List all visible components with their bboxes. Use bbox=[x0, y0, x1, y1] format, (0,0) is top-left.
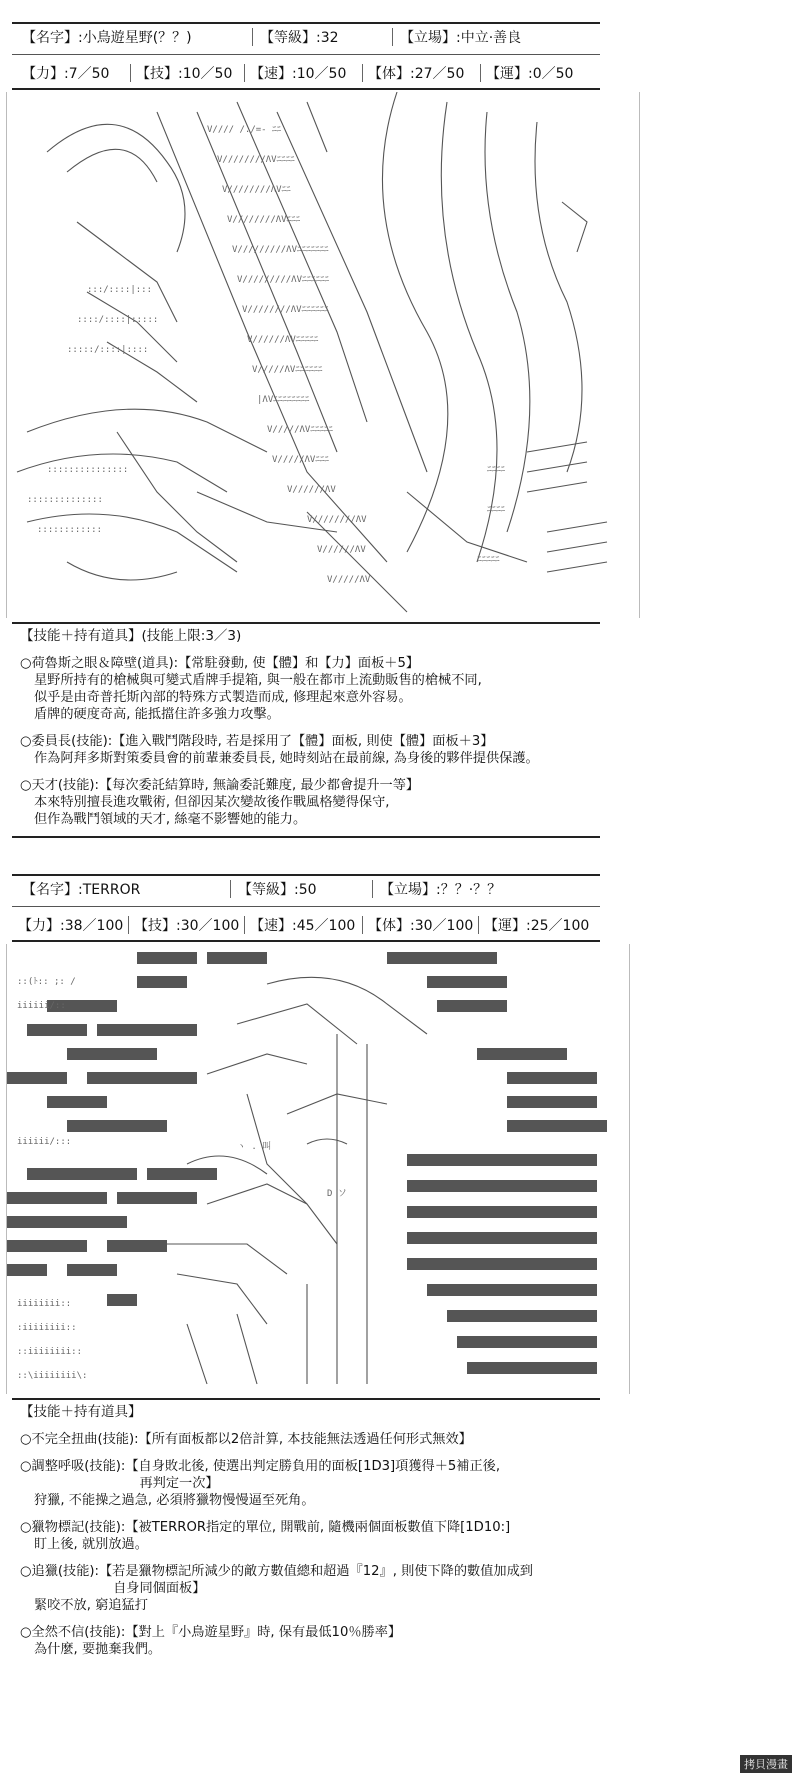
separator bbox=[252, 28, 253, 46]
skill-item bbox=[20, 1519, 592, 1553]
skill-desc: 自身同個面板】 緊咬不放, 窮追猛打 bbox=[34, 1581, 206, 1613]
skill-head: ○獵物標記(技能):【被TERROR指定的單位, 開戰前, 隨機兩個面板數值下降[1D10:] bbox=[20, 1520, 511, 1535]
stat-vit: 【体】:27／50 bbox=[368, 66, 465, 82]
svg-text:iiiiii/::: iiiiii/:: bbox=[17, 1001, 66, 1011]
name-field: 【名字】:TERROR bbox=[22, 882, 141, 898]
skill-item bbox=[20, 777, 592, 828]
level-field: 【等級】:32 bbox=[260, 30, 339, 46]
row-divider bbox=[12, 906, 600, 907]
separator bbox=[230, 880, 231, 898]
svg-text:V/////////ΛVﾆﾆﾆﾆﾆﾆ: V/////////ΛVﾆﾆﾆﾆﾆﾆ bbox=[237, 275, 330, 285]
stance-field: 【立場】:中立·善良 bbox=[400, 30, 522, 46]
svg-text::::::/::::|::::: :::::/::::|:::: bbox=[67, 345, 149, 355]
svg-text:V////////ΛVﾆﾆﾆ: V////////ΛVﾆﾆﾆ bbox=[227, 215, 301, 225]
skill-desc: 為什麼, 要拋棄我們。 bbox=[34, 1642, 162, 1657]
svg-text:V//////ΛV: V//////ΛV bbox=[287, 485, 336, 495]
character-card-hoshino bbox=[12, 18, 600, 838]
skill-desc: 作為阿拜多斯對策委員會的前輩兼委員長, 她時刻站在最前線, 為身後的夥伴提供保護。 bbox=[34, 751, 539, 766]
separator bbox=[130, 64, 131, 82]
svg-text:V////////ΛVﾆﾆﾆﾆ: V////////ΛVﾆﾆﾆﾆ bbox=[217, 155, 295, 165]
top-border bbox=[12, 874, 600, 876]
separator bbox=[244, 64, 245, 82]
svg-text:V/////////ΛVﾆﾆﾆﾆﾆﾆﾆ: V/////////ΛVﾆﾆﾆﾆﾆﾆﾆ bbox=[232, 245, 329, 255]
svg-text:iiiiiiii::: iiiiiiii:: bbox=[17, 1299, 72, 1309]
skill-head: ○委員長(技能):【進入戰鬥階段時, 若是採用了【體】面板, 則使【體】面板＋3】 bbox=[20, 734, 494, 749]
bottom-border bbox=[12, 836, 600, 838]
skill-head: ○天才(技能):【每次委託結算時, 無論委託難度, 最少都會提升一等】 bbox=[20, 778, 420, 793]
svg-text:::iiiiiiii::: ::iiiiiiii:: bbox=[17, 1347, 83, 1357]
stat-tec: 【技】:10／50 bbox=[136, 66, 233, 82]
skills-title: 【技能＋持有道具】(技能上限:3／3) bbox=[20, 628, 242, 644]
skill-desc: 盯上後, 就別放過。 bbox=[34, 1537, 148, 1552]
skill-item bbox=[20, 733, 592, 767]
ascii-art-portrait bbox=[6, 92, 640, 618]
svg-text:ﾆﾆﾆﾆ: ﾆﾆﾆﾆ bbox=[487, 505, 506, 515]
svg-text:::::/::::|:::::: ::::/::::|::::: bbox=[77, 315, 159, 325]
character-card-terror bbox=[12, 870, 600, 1770]
svg-text:V////////ΛV: V////////ΛV bbox=[307, 515, 367, 525]
skill-item bbox=[20, 655, 592, 723]
svg-text::::::::::::::::: ::::::::::::::: bbox=[47, 465, 129, 475]
svg-text:ﾆﾆﾆﾆ: ﾆﾆﾆﾆ bbox=[487, 465, 506, 475]
svg-text:V////////ΛVﾆﾆ: V////////ΛVﾆﾆ bbox=[222, 185, 291, 195]
separator bbox=[392, 28, 393, 46]
skill-item bbox=[20, 1563, 592, 1614]
skill-item bbox=[20, 1431, 592, 1448]
svg-text:V////////ΛVﾆﾆﾆﾆﾆﾆ: V////////ΛVﾆﾆﾆﾆﾆﾆ bbox=[242, 305, 329, 315]
skills-section bbox=[20, 628, 592, 828]
ascii-art-portrait bbox=[6, 944, 630, 1394]
skill-head: ○荷魯斯之眼＆障壁(道具):【常駐發動, 使【體】和【力】面板＋5】 bbox=[20, 656, 420, 671]
skill-desc: 本來特別擅長進攻戰術, 但卻因某次變故後作戰風格變得保守, 但作為戰鬥領域的天才, 絲毫不影響她的能力。 bbox=[34, 795, 390, 827]
stance-field: 【立場】:？？·？？ bbox=[380, 882, 502, 898]
row-divider bbox=[12, 88, 600, 90]
name-field: 【名字】:小鳥遊星野(？？) bbox=[22, 30, 192, 46]
svg-text:V/////ΛV: V/////ΛV bbox=[327, 575, 371, 585]
svg-text:::::::::::::::: :::::::::::::: bbox=[27, 495, 103, 505]
skills-title: 【技能＋持有道具】 bbox=[20, 1404, 142, 1420]
stat-luk: 【運】:0／50 bbox=[486, 66, 574, 82]
watermark-logo: 拷貝漫畫 bbox=[740, 1755, 792, 1773]
top-border bbox=[12, 22, 600, 24]
stat-vit: 【体】:30／100 bbox=[368, 918, 474, 934]
row-divider bbox=[12, 54, 600, 55]
svg-text:::\iiiiiiii\:: ::\iiiiiiii\: bbox=[17, 1371, 88, 1381]
stat-str: 【力】:38／100 bbox=[18, 918, 124, 934]
svg-text:V/////ΛVﾆﾆﾆ: V/////ΛVﾆﾆﾆ bbox=[272, 455, 329, 465]
svg-text::::/::::|:::: :::/::::|::: bbox=[87, 285, 153, 295]
separator bbox=[372, 880, 373, 898]
svg-text:ヽ . 叫: ヽ . 叫 bbox=[237, 1142, 272, 1152]
skill-head: ○全然不信(技能):【對上『小鳥遊星野』時, 保有最低10％勝率】 bbox=[20, 1625, 402, 1640]
svg-text::iiiiiiii::: :iiiiiiii:: bbox=[17, 1323, 77, 1333]
separator bbox=[480, 64, 481, 82]
stat-str: 【力】:7／50 bbox=[22, 66, 110, 82]
row-divider bbox=[12, 940, 600, 942]
svg-text:|ΛVﾆﾆﾆﾆﾆﾆﾆﾆ: |ΛVﾆﾆﾆﾆﾆﾆﾆﾆ bbox=[257, 395, 310, 405]
skill-head: ○追獵(技能):【若是獵物標記所減少的敵方數值總和超過『12』, 則使下降的數值加成到 bbox=[20, 1564, 533, 1579]
skill-head: ○不完全扭曲(技能):【所有面板都以2倍計算, 本技能無法透過任何形式無效】 bbox=[20, 1432, 472, 1447]
svg-text:V//////ΛVﾆﾆﾆﾆﾆ: V//////ΛVﾆﾆﾆﾆﾆ bbox=[247, 335, 319, 345]
skill-head: ○調整呼吸(技能):【自身敗北後, 使選出判定勝負用的面板[1D3]項獲得＋5補正後, bbox=[20, 1459, 501, 1474]
row-divider bbox=[12, 622, 600, 624]
svg-text:iiiiii/:::: iiiiii/::: bbox=[17, 1137, 72, 1147]
skill-item bbox=[20, 1624, 592, 1658]
stat-tec: 【技】:30／100 bbox=[134, 918, 240, 934]
skill-desc: 星野所持有的槍械與可變式盾牌手提箱, 與一般在都市上流動販售的槍械不同, 似乎是由奇普托斯內部的特殊方式製造而成, 修理起來意外容易。 盾牌的硬度奇高, 能抵擋住許多強力攻擊。 bbox=[34, 673, 482, 722]
row-divider bbox=[12, 1398, 600, 1400]
svg-text:V//// /./=- ﾆﾆ: V//// /./=- ﾆﾆ bbox=[207, 125, 282, 135]
svg-text:V//////ΛV: V//////ΛV bbox=[317, 545, 366, 555]
svg-text:ﾆﾆﾆﾆﾆ: ﾆﾆﾆﾆﾆ bbox=[477, 555, 500, 565]
svg-text:V/////ΛVﾆﾆﾆﾆﾆﾆ: V/////ΛVﾆﾆﾆﾆﾆﾆ bbox=[252, 365, 323, 375]
skill-desc: 再判定一次】 狩獵, 不能操之過急, 必須將獵物慢慢逼至死角。 bbox=[34, 1476, 315, 1508]
svg-text:::::::::::::: :::::::::::: bbox=[37, 525, 103, 535]
separator bbox=[362, 916, 363, 934]
level-field: 【等級】:50 bbox=[238, 882, 317, 898]
separator bbox=[128, 916, 129, 934]
separator bbox=[478, 916, 479, 934]
skills-section bbox=[20, 1404, 592, 1658]
stat-spd: 【速】:45／100 bbox=[250, 918, 356, 934]
stat-spd: 【速】:10／50 bbox=[250, 66, 347, 82]
skill-item bbox=[20, 1458, 592, 1509]
separator bbox=[362, 64, 363, 82]
svg-text:::(ﾄ:: ;: /: ::(ﾄ:: ;: / bbox=[17, 977, 76, 987]
svg-text:V/////ΛVﾆﾆﾆﾆﾆ: V/////ΛVﾆﾆﾆﾆﾆ bbox=[267, 425, 333, 435]
svg-text:D ソ: D ソ bbox=[327, 1189, 347, 1199]
separator bbox=[244, 916, 245, 934]
stat-luk: 【運】:25／100 bbox=[484, 918, 590, 934]
